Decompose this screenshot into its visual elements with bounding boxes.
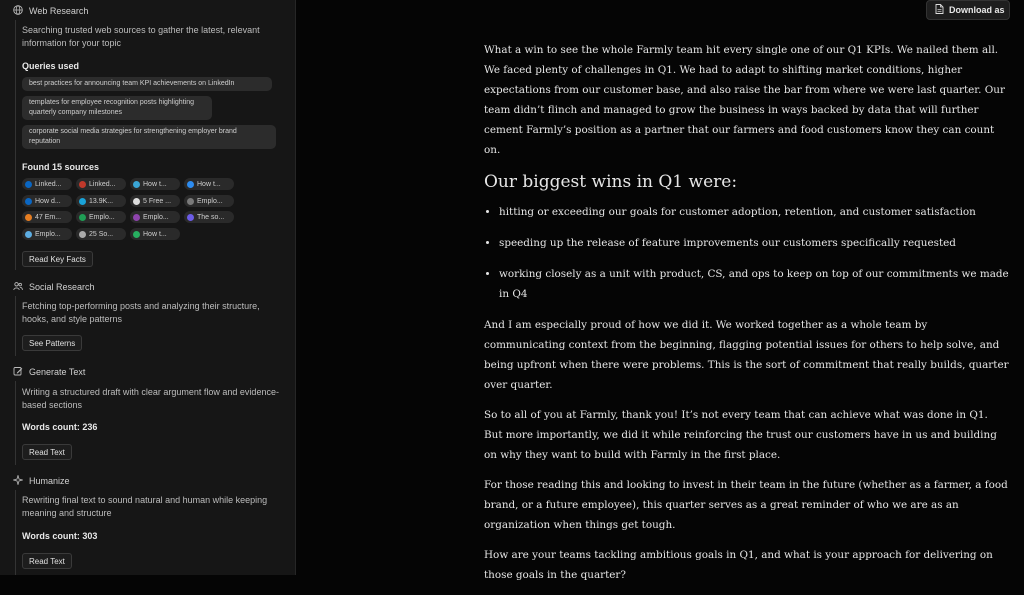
query-item[interactable]: best practices for announcing team KPI achievements on LinkedIn	[22, 77, 272, 91]
document-heading: Our biggest wins in Q1 were:	[484, 172, 738, 192]
wins-list	[484, 202, 1009, 304]
document-body	[484, 40, 1009, 595]
source-chip[interactable]: 13.9K...	[76, 195, 126, 207]
queries-label: Queries used	[22, 61, 80, 71]
read-text-button[interactable]: Read Text	[22, 444, 72, 460]
source-chip[interactable]: How t...	[184, 178, 234, 190]
generate-text-description: Writing a structured draft with clear argument flow and evidence-based sections	[22, 387, 279, 410]
paragraph: So to all of you at Farmly, thank you! It’s not every team that can achieve what was done in Q1. But more importantly, we did it while reinforcing the trust our customers have in us and building on why they want to build with Farmly in the first place.	[484, 409, 997, 461]
timeline-line	[15, 296, 16, 356]
query-item[interactable]: corporate social media strategies for strengthening employer brand reputation	[22, 125, 276, 149]
source-favicon-icon	[187, 198, 194, 205]
generate-words-count: Words count: 236	[22, 422, 98, 432]
source-favicon-icon	[25, 231, 32, 238]
source-chip[interactable]: Emplo...	[184, 195, 234, 207]
read-key-facts-button[interactable]: Read Key Facts	[22, 251, 93, 267]
download-as-button[interactable]	[926, 0, 1010, 20]
source-chip[interactable]: Linked...	[76, 178, 126, 190]
source-favicon-icon	[79, 198, 86, 205]
read-humanized-text-button[interactable]: Read Text	[22, 553, 72, 569]
social-research-description: Fetching top-performing posts and analyzing their structure, hooks, and style patterns	[22, 301, 260, 324]
source-favicon-icon	[25, 181, 32, 188]
humanize-title: Humanize	[29, 476, 70, 486]
sources-label: Found 15 sources	[22, 162, 100, 172]
source-chip[interactable]: How t...	[130, 228, 180, 240]
source-chip[interactable]: Linked...	[22, 178, 72, 190]
source-chip[interactable]: Emplo...	[130, 211, 180, 223]
file-icon	[935, 4, 944, 16]
humanize-header[interactable]	[13, 475, 70, 487]
source-favicon-icon	[133, 231, 140, 238]
users-icon	[13, 281, 23, 293]
edit-icon	[13, 366, 23, 378]
humanize-words-count: Words count: 303	[22, 531, 98, 541]
generate-text-header[interactable]	[13, 366, 85, 378]
source-chip[interactable]: 25 So...	[76, 228, 126, 240]
source-favicon-icon	[133, 214, 140, 221]
source-favicon-icon	[187, 181, 194, 188]
humanize-description: Rewriting final text to sound natural and human while keeping meaning and structure	[22, 495, 268, 518]
list-item: • hitting or exceeding our goals for customer adoption, retention, and customer satisfaction	[499, 202, 1009, 222]
timeline-line	[15, 490, 16, 575]
source-favicon-icon	[25, 214, 32, 221]
source-favicon-icon	[133, 198, 140, 205]
source-chip[interactable]: How t...	[130, 178, 180, 190]
source-favicon-icon	[79, 181, 86, 188]
timeline-line	[15, 381, 16, 465]
query-item[interactable]: templates for employee recognition posts highlighting quarterly company milestones	[22, 96, 212, 120]
paragraph: For those reading this and looking to invest in their team in the future (whether as a farmer, a food brand, or a future employee), this quarter serves as a great reminder of who we are as an organization when things get tough.	[484, 479, 1008, 531]
source-chip[interactable]: The so...	[184, 211, 234, 223]
list-item: • speeding up the release of feature improvements our customers specifically requested	[499, 233, 1009, 253]
source-chip[interactable]: How d...	[22, 195, 72, 207]
source-favicon-icon	[25, 198, 32, 205]
source-chip[interactable]: Emplo...	[22, 228, 72, 240]
source-chip[interactable]: 5 Free ...	[130, 195, 180, 207]
web-research-description: Searching trusted web sources to gather the latest, relevant information for your topic	[22, 25, 260, 48]
paragraph: And I am especially proud of how we did it. We worked together as a whole team by communicating context from the beginning, flagging potential issues for others to help solve, and being upfront when there were problems. This is the sort of commitment that really builds, quarter over quarter.	[484, 319, 1009, 391]
paragraph: How are your teams tackling ambitious goals in Q1, and what is your approach for delivering on those goals in the quarter?	[484, 549, 993, 581]
web-research-title: Web Research	[29, 6, 89, 16]
source-chip[interactable]: Emplo...	[76, 211, 126, 223]
social-research-title: Social Research	[29, 282, 95, 292]
source-favicon-icon	[79, 214, 86, 221]
source-favicon-icon	[133, 181, 140, 188]
see-patterns-button[interactable]: See Patterns	[22, 335, 82, 351]
web-research-header[interactable]	[13, 5, 88, 17]
sparkle-icon	[13, 475, 23, 487]
paragraph: What a win to see the whole Farmly team hit every single one of our Q1 KPIs. We nailed them all. We faced plenty of challenges in Q1. We had to adapt to shifting market conditions, higher expectations from our customer base, and also raise the bar from where we were last quarter. Our team didn’t flinch and managed to grow the business in ways backed by data that will further cement Farmly’s position as a partner that our farmers and food customers know they can count on.	[484, 44, 1005, 156]
source-favicon-icon	[187, 214, 194, 221]
timeline-line	[15, 20, 16, 270]
download-label: Download as	[949, 5, 1005, 15]
social-research-header[interactable]	[13, 281, 95, 293]
sidebar	[0, 0, 296, 575]
source-chip[interactable]: 47 Em...	[22, 211, 72, 223]
source-favicon-icon	[79, 231, 86, 238]
generate-text-title: Generate Text	[29, 367, 86, 377]
globe-icon	[13, 5, 23, 17]
list-item: • working closely as a unit with product, CS, and ops to keep on top of our commitments we made in Q4	[499, 264, 1009, 304]
